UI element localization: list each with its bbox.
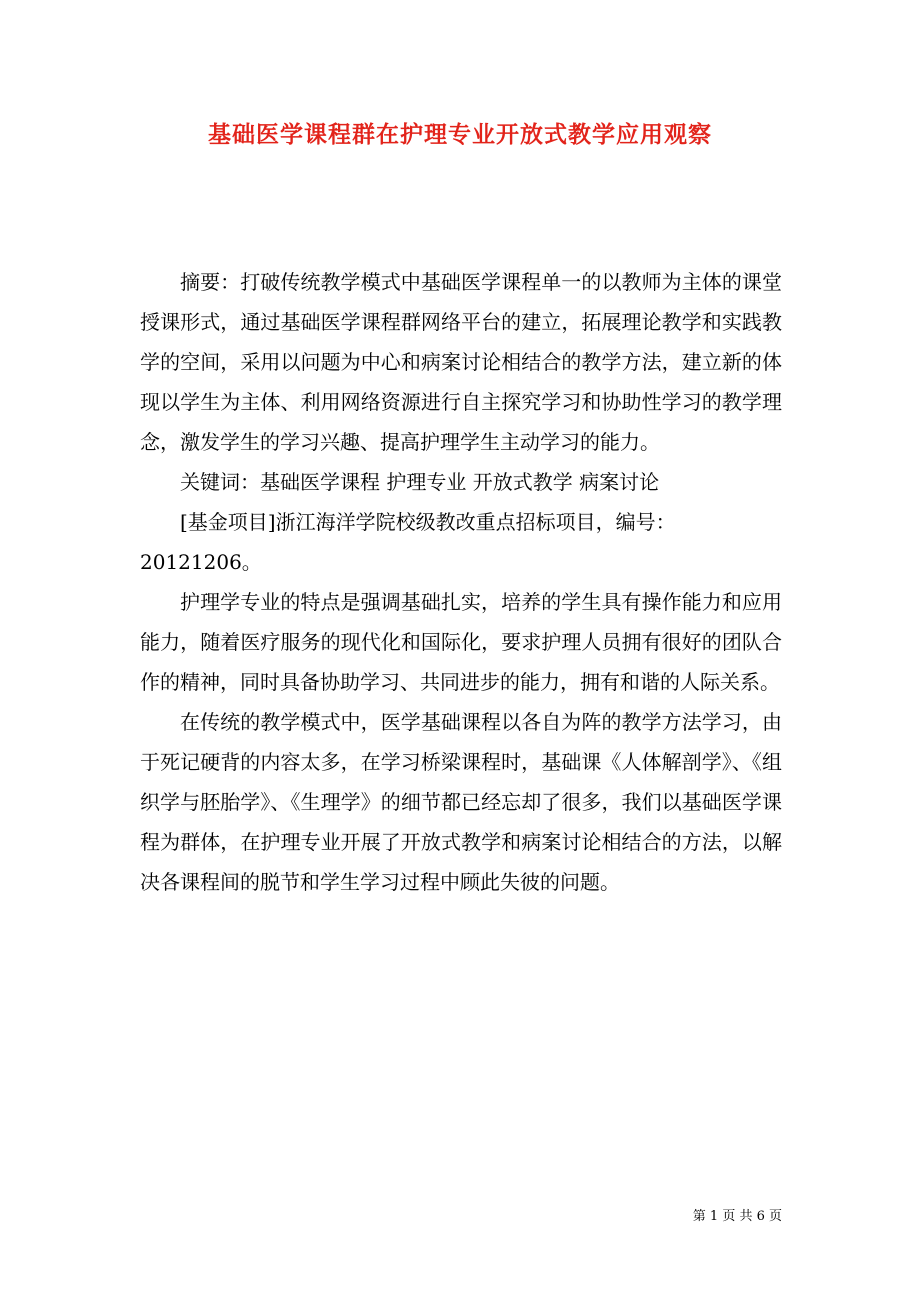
body-paragraph: 在传统的教学模式中，医学基础课程以各自为阵的教学方法学习，由于死记硬背的内容太多，在学习桥梁课程时，基础课《人体解剖学》、《组织学与胚胎学》、《生理学》的细节都已经忘却了很多，我们以基础医学课程为群体，在护理专业开展了开放式教学和病案讨论相结合的方法，以解决各课程间的脱节和学生学习过程中顾此失彼的问题。 [140, 710, 782, 894]
fund-project-paragraph: [基金项目]浙江海洋学院校级教改重点招标项目，编号： [180, 510, 676, 534]
document-title: 基础医学课程群在护理专业开放式教学应用观察 [208, 121, 712, 148]
fund-project-number: 20121206。 [140, 550, 262, 574]
body-paragraph: 护理学专业的特点是强调基础扎实，培养的学生具有操作能力和应用能力，随着医疗服务的现代化和国际化，要求护理人员拥有很好的团队合作的精神，同时具备协助学习、共同进步的能力，拥有和谐的人际关系。 [140, 590, 782, 694]
abstract-paragraph: 摘要：打破传统教学模式中基础医学课程单一的以教师为主体的课堂授课形式，通过基础医学课程群网络平台的建立，拓展理论教学和实践教学的空间，采用以问题为中心和病案讨论相结合的教学方法，建立新的体现以学生为主体、利用网络资源进行自主探究学习和协助性学习的教学理念，激发学生的学习兴趣、提高护理学生主动学习的能力。 [140, 270, 782, 454]
document-body [140, 262, 782, 902]
page-number: 第 1 页 共 6 页 [692, 1209, 782, 1224]
keywords-paragraph: 关键词：基础医学课程 护理专业 开放式教学 病案讨论 [180, 470, 660, 494]
